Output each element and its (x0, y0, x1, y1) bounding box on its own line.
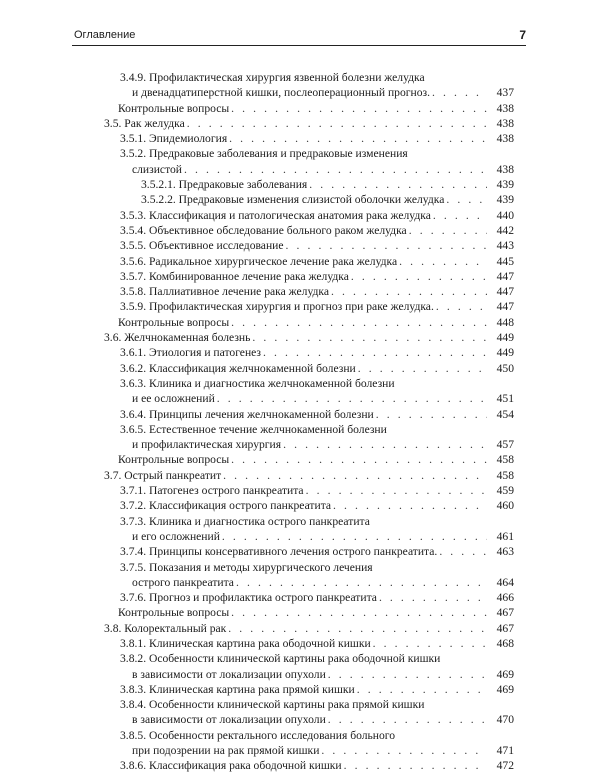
table-of-contents (0, 70, 600, 774)
running-header (72, 29, 526, 45)
toc-entry-page: 471 (496, 744, 514, 758)
toc-entry-title: слизистой (132, 162, 182, 176)
toc-entry-title: острого панкреатита (132, 575, 234, 589)
dot-leader (358, 361, 487, 376)
toc-entry-title: Контрольные вопросы (118, 606, 230, 620)
toc-entry-title: 3.8.3. Клиническая картина рака прямой кишки (120, 682, 355, 696)
toc-entry (0, 284, 600, 299)
toc-entry-page: 450 (496, 361, 514, 375)
toc-entry-page: 438 (496, 132, 514, 146)
section-title: Оглавление (74, 29, 136, 41)
toc-entry-title: 3.8. Колоректальный рак (104, 621, 227, 635)
toc-entry-title: 3.5.6. Радикальное хирургическое лечение рака желудка (120, 254, 398, 268)
toc-entry-first-line: 3.4.9. Профилактическая хирургия язвенной болезни желудка (120, 71, 425, 84)
toc-entry (0, 682, 600, 697)
toc-entry-first-line: 3.5.2. Предраковые заболевания и предраковые изменения (120, 147, 408, 161)
toc-entry (0, 238, 600, 253)
dot-leader (217, 391, 487, 406)
dot-leader (409, 223, 487, 238)
toc-entry (0, 146, 600, 177)
toc-section-3-6 (0, 330, 600, 345)
toc-entry (0, 361, 600, 376)
toc-entry-review-questions (0, 605, 600, 620)
toc-entry-page: 447 (496, 300, 514, 314)
dot-leader (379, 590, 487, 605)
toc-entry-title: 3.5.3. Классификация и патологическая анатомия рака желудка (120, 208, 431, 222)
toc-entry-page: 442 (496, 223, 514, 237)
toc-entry-title: Контрольные вопросы (118, 101, 230, 115)
toc-entry (0, 269, 600, 284)
toc-entry-title: 3.7.6. Прогноз и профилактика острого панкреатита (120, 591, 377, 605)
toc-entry (0, 70, 600, 101)
dot-leader (306, 483, 487, 498)
dot-leader (229, 131, 487, 146)
dot-leader (432, 85, 487, 100)
dot-leader (236, 575, 487, 590)
toc-entry-title: 3.7.1. Патогенез острого панкреатита (120, 484, 304, 498)
toc-entry-title: 3.7.2. Классификация острого панкреатита (120, 499, 332, 513)
toc-entry-title: 3.6.2. Классификация желчнокаменной болезни (120, 361, 356, 375)
toc-entry-title: 3.5.5. Объективное исследование (120, 239, 284, 253)
toc-entry-page: 457 (496, 438, 514, 452)
dot-leader (283, 437, 487, 452)
toc-entry-page: 458 (496, 453, 514, 467)
toc-entry (0, 254, 600, 269)
toc-entry-page: 464 (496, 575, 514, 589)
toc-entry-title: 3.5.1. Эпидемиология (120, 132, 228, 146)
dot-leader (231, 315, 487, 330)
page-number: 7 (519, 28, 526, 42)
toc-entry-first-line: 3.8.5. Особенности ректального исследования больного (120, 728, 396, 742)
toc-entry (0, 223, 600, 238)
toc-entry-title: в зависимости от локализации опухоли (132, 667, 326, 681)
toc-entry (0, 514, 600, 545)
toc-entry-title: 3.8.1. Клиническая картина рака ободочной кишки (120, 636, 371, 650)
dot-leader (446, 192, 487, 207)
toc-entry (0, 422, 600, 453)
dot-leader (436, 299, 487, 314)
dot-leader (263, 345, 487, 360)
toc-entry (0, 560, 600, 591)
toc-entry-title: 3.5.9. Профилактическая хирургия и прогноз при раке желудка. (120, 300, 434, 314)
toc-section-3-5 (0, 116, 600, 131)
toc-entry-page: 467 (496, 621, 514, 635)
toc-entry-page: 438 (496, 162, 514, 176)
toc-entry (0, 636, 600, 651)
toc-entry-title: 3.5.2.2. Предраковые изменения слизистой оболочки желудка (141, 193, 445, 207)
toc-entry (0, 177, 600, 192)
toc-entry (0, 498, 600, 513)
toc-entry-page: 438 (496, 101, 514, 115)
toc-entry-title: и его осложнений (132, 529, 220, 543)
toc-section-3-8 (0, 621, 600, 636)
toc-entry-title: в зависимости от локализации опухоли (132, 713, 326, 727)
dot-leader (351, 269, 487, 284)
dot-leader (357, 682, 487, 697)
toc-entry-page: 443 (496, 239, 514, 253)
header-rule (72, 45, 526, 46)
toc-entry-title: 3.5.2.1. Предраковые заболевания (141, 178, 308, 192)
toc-entry-page: 440 (496, 208, 514, 222)
dot-leader (376, 407, 487, 422)
toc-entry-page: 460 (496, 499, 514, 513)
toc-entry (0, 376, 600, 407)
toc-entry-page: 447 (496, 269, 514, 283)
toc-entry-page: 437 (496, 86, 514, 100)
toc-entry-first-line: 3.8.4. Особенности клинической картины рака прямой кишки (120, 698, 425, 712)
dot-leader (439, 544, 487, 559)
toc-entry (0, 590, 600, 605)
toc-entry-title: 3.5.8. Паллиативное лечение рака желудка (120, 285, 330, 299)
toc-entry-review-questions (0, 315, 600, 330)
dot-leader (399, 254, 487, 269)
toc-entry-page: 467 (496, 606, 514, 620)
toc-entry (0, 758, 600, 773)
toc-entry-first-line: 3.6.3. Клиника и диагностика желчнокаменной болезни (120, 376, 395, 390)
toc-entry-page: 445 (496, 254, 514, 268)
toc-entry (0, 407, 600, 422)
toc-entry-title: при подозрении на рак прямой кишки (132, 744, 320, 758)
toc-entry (0, 544, 600, 559)
dot-leader (309, 177, 487, 192)
toc-entry-title: 3.6.1. Этиология и патогенез (120, 346, 262, 360)
toc-entry-title: и ее осложнений (132, 392, 215, 406)
dot-leader (373, 636, 487, 651)
dot-leader (252, 330, 487, 345)
toc-entry (0, 345, 600, 360)
toc-entry-page: 448 (496, 315, 514, 329)
toc-entry-page: 458 (496, 468, 514, 482)
toc-entry-page: 438 (496, 116, 514, 130)
toc-entry (0, 651, 600, 682)
toc-entry-review-questions (0, 452, 600, 467)
dot-leader (223, 468, 487, 483)
dot-leader (231, 101, 487, 116)
toc-entry-page: 463 (496, 545, 514, 559)
dot-leader (228, 621, 487, 636)
dot-leader (328, 712, 487, 727)
toc-entry-page: 461 (496, 529, 514, 543)
dot-leader (184, 162, 487, 177)
toc-section-3-7 (0, 468, 600, 483)
dot-leader (321, 743, 487, 758)
toc-entry-title: 3.5.4. Объективное обследование больного раком желудка (120, 223, 407, 237)
toc-entry-title: и профилактическая хирургия (132, 438, 282, 452)
dot-leader (328, 667, 487, 682)
toc-entry-page: 449 (496, 346, 514, 360)
toc-entry (0, 208, 600, 223)
dot-leader (433, 208, 487, 223)
toc-entry-page: 454 (496, 407, 514, 421)
toc-entry-page: 439 (496, 178, 514, 192)
toc-entry-first-line: 3.6.5. Естественное течение желчнокаменной болезни (120, 422, 387, 436)
toc-entry (0, 483, 600, 498)
toc-entry-review-questions (0, 101, 600, 116)
toc-entry-title: 3.7. Острый панкреатит (104, 468, 222, 482)
dot-leader (231, 605, 487, 620)
toc-entry-title: 3.6.4. Принципы лечения желчнокаменной болезни (120, 407, 374, 421)
toc-entry-title: Контрольные вопросы (118, 315, 230, 329)
toc-entry-first-line: 3.8.2. Особенности клинической картины рака ободочной кишки (120, 652, 441, 666)
toc-entry (0, 728, 600, 759)
toc-entry-title: 3.6. Желчнокаменная болезнь (104, 331, 251, 345)
toc-entry-page: 439 (496, 193, 514, 207)
dot-leader (222, 529, 487, 544)
toc-entry-title: и двенадцатиперстной кишки, послеоперационный прогноз. (132, 86, 430, 100)
dot-leader (187, 116, 487, 131)
toc-entry-first-line: 3.7.5. Показания и методы хирургического лечения (120, 560, 373, 574)
dot-leader (331, 284, 487, 299)
toc-entry-page: 466 (496, 591, 514, 605)
dot-leader (333, 498, 487, 513)
toc-entry (0, 697, 600, 728)
toc-entry-page: 470 (496, 713, 514, 727)
toc-entry-title: Контрольные вопросы (118, 453, 230, 467)
toc-entry (0, 192, 600, 207)
toc-entry (0, 131, 600, 146)
dot-leader (231, 452, 487, 467)
toc-entry-page: 468 (496, 636, 514, 650)
toc-entry-title: 3.5. Рак желудка (104, 116, 185, 130)
toc-entry (0, 299, 600, 314)
toc-entry-title: 3.8.6. Классификация рака ободочной кишки (120, 759, 342, 773)
toc-entry-title: 3.7.4. Принципы консервативного лечения острого панкреатита. (120, 545, 438, 559)
toc-entry-title: 3.5.7. Комбинированное лечение рака желудка (120, 269, 349, 283)
dot-leader (344, 758, 487, 773)
toc-entry-page: 469 (496, 667, 514, 681)
toc-entry-page: 449 (496, 331, 514, 345)
toc-entry-page: 451 (496, 392, 514, 406)
toc-entry-page: 447 (496, 285, 514, 299)
toc-entry-page: 472 (496, 759, 514, 773)
toc-entry-page: 459 (496, 484, 514, 498)
toc-entry-first-line: 3.7.3. Клиника и диагностика острого панкреатита (120, 514, 370, 528)
toc-entry-page: 469 (496, 682, 514, 696)
dot-leader (286, 238, 487, 253)
